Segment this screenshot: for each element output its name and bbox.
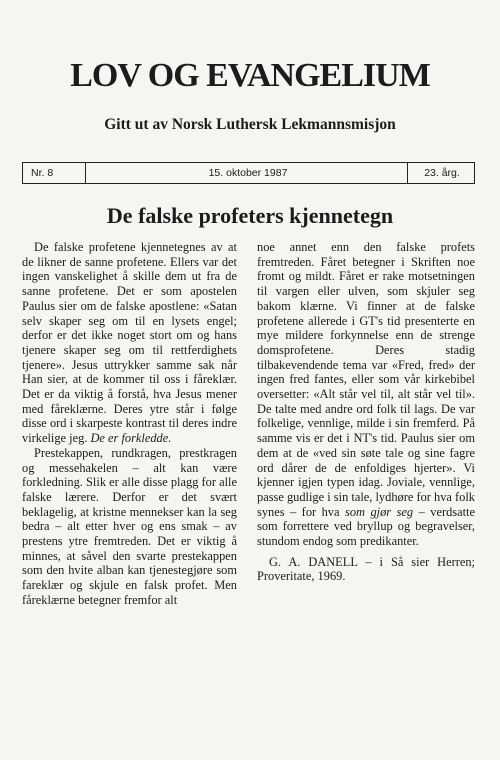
article-column-right — [257, 240, 475, 584]
paragraph-text: – verdsatte som forrettere ved bryllup og begravelser, stundom endog som predikanter. — [257, 504, 475, 549]
issue-info-bar — [22, 162, 475, 184]
article-column-left — [22, 240, 237, 608]
masthead-title: LOV OG EVANGELIUM — [70, 57, 430, 94]
divider — [85, 163, 86, 183]
volume-year: 23. årg. — [424, 167, 460, 179]
masthead-subtitle: Gitt ut av Norsk Luthersk Lekmannsmisjon — [104, 116, 396, 133]
article-paragraph — [257, 240, 475, 549]
article-paragraph — [22, 240, 237, 446]
issue-number: Nr. 8 — [31, 167, 54, 179]
article-signature: G. A. DANELL – i Så sier Herren; Proveritate, 1969. — [257, 554, 475, 584]
emphasis-text: som gjør seg — [345, 504, 414, 519]
article-paragraph: Prestekappen, rundkragen, prestkragen og messehakelen – alt kan være forkledning. Slik er alle disse plagg for alle falske lærere. Derfor er det svært beklagelig, at kristne mennekser kan la seg bedra – alt etter hver og ens smak – av prestens ytre fremtreden. Det er viktig å minnes, at såvel den svarte prestekappen som den hvite alban kan tjenestegjøre som fareklær og skjule en falsk profet. Men fåreklærne betegner fremfor alt — [22, 445, 237, 607]
issue-date: 15. oktober 1987 — [208, 167, 288, 179]
emphasis-text: De er forkledde. — [90, 431, 172, 446]
paragraph-text: noe annet enn den falske profets fremtreden. Fåret betegner i Skriften noe fromt og mildt. Fåret er rake motsetningen til vargen eller ulven, som skjuler seg bakom klærne. Vi finner at de falske profetene allerede i GT's tid presenterte en mye mildere forkynnelse enn de strenge domsprofetene. Deres stadig tilbakevendende tema var «Fred, fred» der ingen fred fantes, eller som vår kirkebibel oversetter: «Alt står vel til, alt står vel til». De talte med andre ord folk til lags. De var folkelige, vennlige, milde i sin fremferd. På samme vis er det i NT's tid. Paulus sier om dem at de «ved sin søte tale og sine fagre ord dårer de de enfoldiges hjerter». Vi kjenner igjen typen idag. Joviale, vennlige, passe gudlige i sin tale, lydhøre for hva folk synes – for hva — [257, 240, 475, 519]
divider — [407, 163, 408, 183]
article-title: De falske profeters kjennetegn — [106, 203, 394, 228]
paragraph-text: De falske profetene kjennetegnes av at de likner de sanne profetene. Ellers var det ingen vanskelighet å skille dem ut fra de sanne profetene. Det er som apostelen Paulus sier om de falske apostlene: «Satan selv skaper seg om til en lysets engel; derfor er det ikke noget stort om og hans tjenere skaper seg om til rettferdighets tjenere». Jesus uttrykker samme sak når Han sier, at de kommer til oss i fåreklær. Det er da viktig å forstå, hva Jesus mener med fåreklærne. Deres ytre står i følge disse ord i skarpeste kontrast til deres indre virkelige jeg. — [22, 240, 237, 446]
